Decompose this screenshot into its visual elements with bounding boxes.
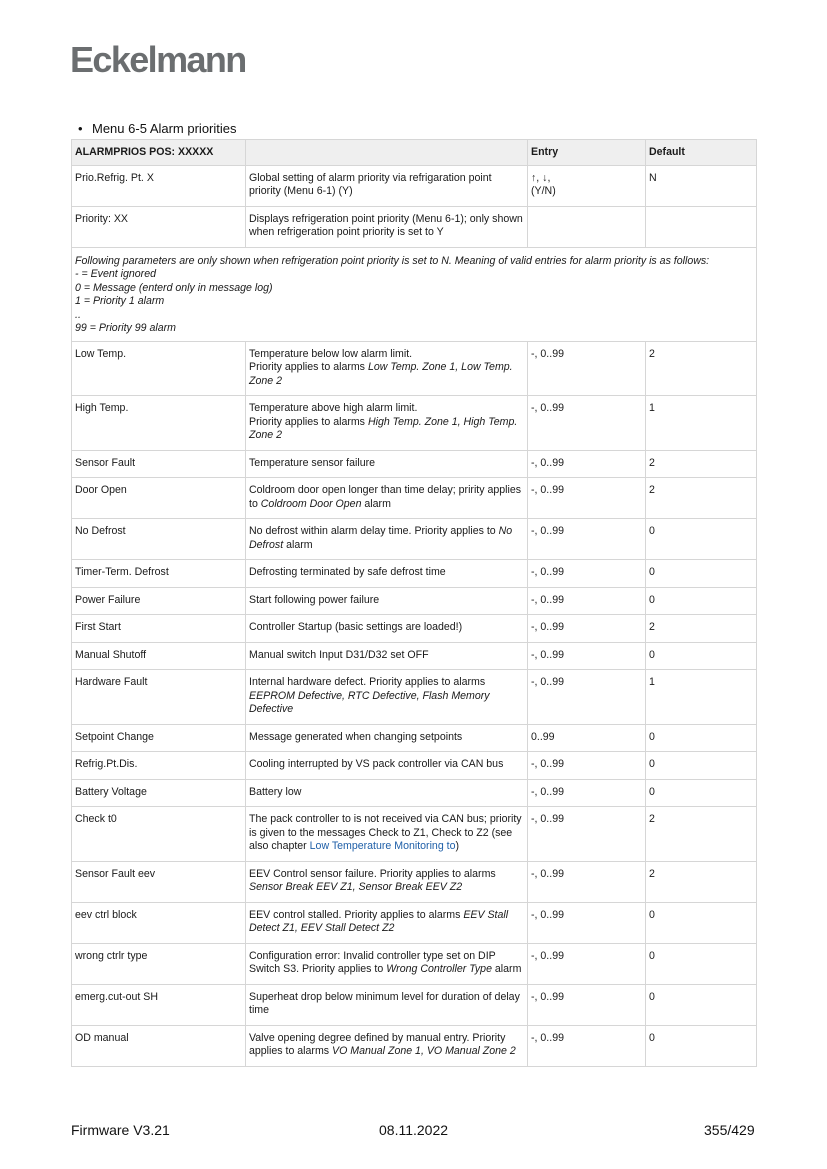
param-name: Power Failure <box>72 587 246 615</box>
param-name: No Defrost <box>72 519 246 560</box>
param-default: 2 <box>646 615 757 643</box>
param-default: 0 <box>646 560 757 588</box>
table-row <box>72 724 757 752</box>
param-entry: -, 0..99 <box>528 450 646 478</box>
table-row <box>72 779 757 807</box>
param-description: Battery low <box>246 779 528 807</box>
param-name: eev ctrl block <box>72 902 246 943</box>
param-entry: -, 0..99 <box>528 478 646 519</box>
param-entry: -, 0..99 <box>528 615 646 643</box>
param-default: 0 <box>646 779 757 807</box>
param-description: Internal hardware defect. Priority applies to alarms EEPROM Defective, RTC Defective, Flash Memory Defective <box>246 670 528 725</box>
note-intro: Following parameters are only shown when refrigeration point priority is set to N. Meaning of valid entries for alarm priority is as follows: <box>75 254 710 267</box>
param-description: EEV control stalled. Priority applies to alarms EEV Stall Detect Z1, EEV Stall Detect Z2 <box>246 902 528 943</box>
param-entry: -, 0..99 <box>528 560 646 588</box>
footer-date: 08.11.2022 <box>379 1122 449 1138</box>
param-entry: -, 0..99 <box>528 861 646 902</box>
table-row <box>72 642 757 670</box>
note-line: 1 = Priority 1 alarm <box>75 295 165 307</box>
param-entry <box>528 206 646 247</box>
param-entry: -, 0..99 <box>528 807 646 862</box>
param-default: 0 <box>646 752 757 780</box>
param-entry: -, 0..99 <box>528 752 646 780</box>
footer-page-number: 355/429 <box>704 1122 755 1138</box>
param-default: 2 <box>646 450 757 478</box>
param-entry: -, 0..99 <box>528 1025 646 1066</box>
param-name: Refrig.Pt.Dis. <box>72 752 246 780</box>
param-description: The pack controller to is not received via CAN bus; priority is given to the messages Check to Z1, Check to Z2 (see also chapter Low Temperature Monitoring to) <box>246 807 528 862</box>
param-entry: -, 0..99 <box>528 341 646 396</box>
param-entry: -, 0..99 <box>528 943 646 984</box>
param-default: 2 <box>646 807 757 862</box>
param-description: Coldroom door open longer than time delay; pririty applies to Coldroom Door Open alarm <box>246 478 528 519</box>
param-name: Setpoint Change <box>72 724 246 752</box>
param-name: High Temp. <box>72 396 246 451</box>
param-description: Message generated when changing setpoints <box>246 724 528 752</box>
priority-note <box>72 247 757 341</box>
table-row <box>72 165 757 206</box>
header-description <box>246 140 528 166</box>
param-default: 2 <box>646 341 757 396</box>
table-row <box>72 752 757 780</box>
section-title <box>78 121 237 137</box>
param-name: emerg.cut-out SH <box>72 984 246 1025</box>
param-entry: -, 0..99 <box>528 984 646 1025</box>
param-description: Valve opening degree defined by manual entry. Priority applies to alarms VO Manual Zone 1, VO Manual Zone 2 <box>246 1025 528 1066</box>
table-row <box>72 341 757 396</box>
table-row <box>72 587 757 615</box>
entry-arrows: ↑, ↓, <box>531 171 551 184</box>
table-row <box>72 902 757 943</box>
header-default: Default <box>646 140 757 166</box>
param-entry: 0..99 <box>528 724 646 752</box>
note-line: .. <box>75 308 81 321</box>
param-entry <box>528 165 646 206</box>
table-row <box>72 1025 757 1066</box>
param-name: First Start <box>72 615 246 643</box>
param-default: 0 <box>646 943 757 984</box>
param-description: Defrosting terminated by safe defrost time <box>246 560 528 588</box>
param-description: Temperature above high alarm limit. Priority applies to alarms High Temp. Zone 1, High Temp. Zone 2 <box>246 396 528 451</box>
section-title-text: Menu 6-5 Alarm priorities <box>92 121 237 136</box>
param-description: Start following power failure <box>246 587 528 615</box>
param-description: Temperature sensor failure <box>246 450 528 478</box>
param-description: Cooling interrupted by VS pack controller via CAN bus <box>246 752 528 780</box>
param-description: No defrost within alarm delay time. Priority applies to No Defrost alarm <box>246 519 528 560</box>
param-entry: -, 0..99 <box>528 587 646 615</box>
table-row <box>72 807 757 862</box>
param-entry: -, 0..99 <box>528 642 646 670</box>
param-default: 0 <box>646 724 757 752</box>
param-default: N <box>646 165 757 206</box>
table-row <box>72 861 757 902</box>
header-entry: Entry <box>528 140 646 166</box>
param-name: Low Temp. <box>72 341 246 396</box>
param-entry: -, 0..99 <box>528 902 646 943</box>
param-name: Battery Voltage <box>72 779 246 807</box>
param-default: 1 <box>646 670 757 725</box>
param-name: Sensor Fault <box>72 450 246 478</box>
param-default: 0 <box>646 984 757 1025</box>
note-line: - = Event ignored <box>75 268 156 280</box>
table-row <box>72 984 757 1025</box>
param-default: 0 <box>646 642 757 670</box>
param-description: Global setting of alarm priority via refrigaration point priority (Menu 6-1) (Y) <box>246 165 528 206</box>
table-row <box>72 206 757 247</box>
param-default: 1 <box>646 396 757 451</box>
param-name: Priority: XX <box>72 206 246 247</box>
param-name: wrong ctrlr type <box>72 943 246 984</box>
param-name: Manual Shutoff <box>72 642 246 670</box>
param-name: Sensor Fault eev <box>72 861 246 902</box>
table-row <box>72 478 757 519</box>
chapter-link[interactable]: Low Temperature Monitoring to <box>309 840 456 852</box>
alarm-priorities-table <box>71 139 757 1067</box>
note-line: 99 = Priority 99 alarm <box>75 322 176 334</box>
param-name: OD manual <box>72 1025 246 1066</box>
note-line: 0 = Message (enterd only in message log) <box>75 281 273 294</box>
table-header-row <box>72 140 757 166</box>
param-default: 0 <box>646 519 757 560</box>
param-name: Hardware Fault <box>72 670 246 725</box>
footer-firmware: Firmware V3.21 <box>71 1122 170 1138</box>
param-description: EEV Control sensor failure. Priority applies to alarms Sensor Break EEV Z1, Sensor Break EEV Z2 <box>246 861 528 902</box>
param-entry: -, 0..99 <box>528 396 646 451</box>
table-row <box>72 560 757 588</box>
param-default: 2 <box>646 478 757 519</box>
param-entry: -, 0..99 <box>528 779 646 807</box>
entry-yn: (Y/N) <box>531 185 556 197</box>
param-default: 2 <box>646 861 757 902</box>
param-default: 0 <box>646 902 757 943</box>
param-name: Prio.Refrig. Pt. X <box>72 165 246 206</box>
param-entry: -, 0..99 <box>528 519 646 560</box>
param-description: Controller Startup (basic settings are loaded!) <box>246 615 528 643</box>
header-parameter: ALARMPRIOS POS: XXXXX <box>72 140 246 166</box>
param-name: Check t0 <box>72 807 246 862</box>
table-row <box>72 450 757 478</box>
param-default: 0 <box>646 1025 757 1066</box>
param-name: Timer-Term. Defrost <box>72 560 246 588</box>
bullet: • <box>78 121 83 136</box>
param-description: Manual switch Input D31/D32 set OFF <box>246 642 528 670</box>
param-default: 0 <box>646 587 757 615</box>
table-row <box>72 670 757 725</box>
param-description: Displays refrigeration point priority (Menu 6-1); only shown when refrigeration point priority is set to Y <box>246 206 528 247</box>
param-default <box>646 206 757 247</box>
table-row <box>72 519 757 560</box>
param-entry: -, 0..99 <box>528 670 646 725</box>
table-row <box>72 943 757 984</box>
table-row <box>72 615 757 643</box>
table-row <box>72 396 757 451</box>
param-description: Superheat drop below minimum level for duration of delay time <box>246 984 528 1025</box>
eckelmann-logo: Eckelmann <box>70 39 246 80</box>
param-description: Configuration error: Invalid controller type set on DIP Switch S3. Priority applies to Wrong Controller Type alarm <box>246 943 528 984</box>
note-row <box>72 247 757 341</box>
param-description: Temperature below low alarm limit. Priority applies to alarms Low Temp. Zone 1, Low Temp. Zone 2 <box>246 341 528 396</box>
param-name: Door Open <box>72 478 246 519</box>
